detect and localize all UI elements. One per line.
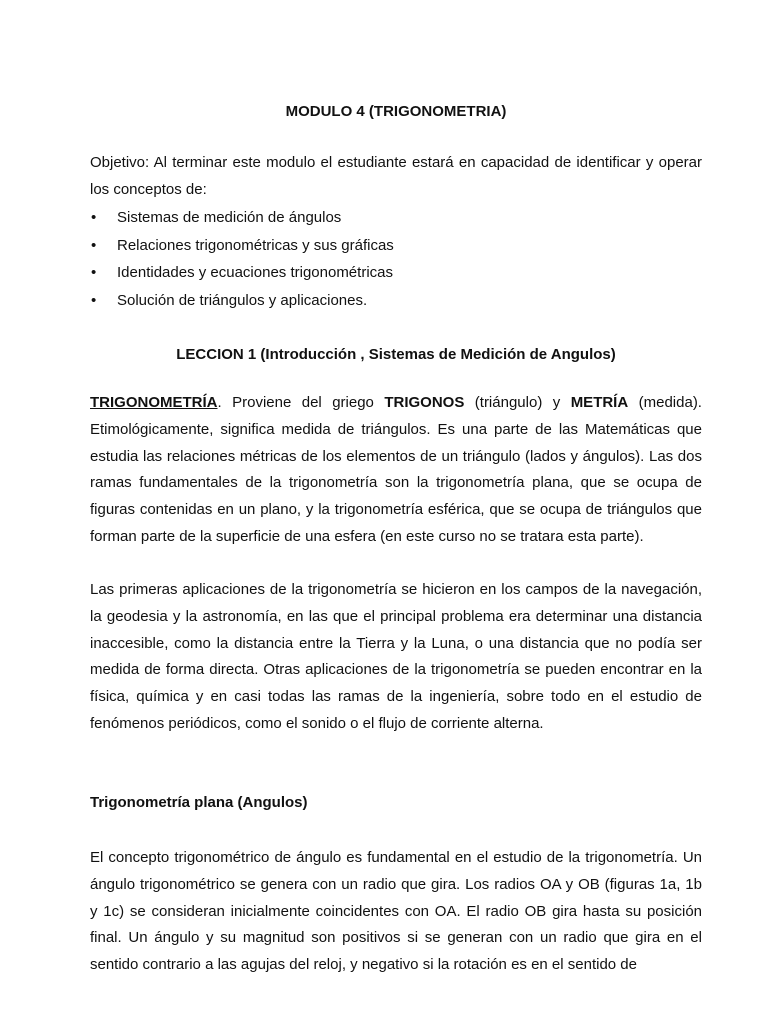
document-page [90, 0, 702, 1024]
list-item [90, 204, 702, 232]
bullet-icon: • [91, 264, 97, 281]
bullet-icon: • [91, 291, 97, 309]
list-item-text: Solución de triángulos y aplicaciones. [117, 291, 368, 309]
objective-paragraph: Objetivo: Al terminar este modulo el estudiante estará en capacidad de identificar y operar los conceptos de: [90, 154, 702, 198]
list-item [90, 287, 702, 315]
bullet-icon: • [91, 209, 97, 226]
applications-paragraph: Las primeras aplicaciones de la trigonometría se hicieron en los campos de la navegación, la geodesia y la astronomía, en las que el principal problema era determinar una distancia inaccesible, como la distancia entre la Tierra y la Luna, o una distancia que no podía ser medida de forma directa. Otras aplicaciones de la trigonometría se pueden encontrar en la física, química y en casi todas las ramas de la ingeniería, sobre todo en el estudio de fenómenos periódicos, como el sonido o el flujo de corriente alterna. [90, 581, 702, 732]
section-title: Trigonometría plana (Angulos) [90, 794, 308, 811]
list-item-text: Relaciones trigonométricas y sus gráficas [117, 236, 394, 254]
lesson-title: LECCION 1 (Introducción , Sistemas de Medición de Angulos) [176, 346, 616, 363]
definition-text-3: (medida). Etimológicamente, significa medida de triángulos. Es una parte de las Matemáticas que estudia las relaciones métricas de los elementos de un triángulo (lados y ángulos). Las dos ramas fundamentales de la trigonometría son la trigonometría plana, que se ocupa de figuras contenidas en un plano, y la trigonometría esférica, que se ocupa de triángulos que forman parte de la superficie de una esfera (en este curso no se tratara esta parte). [90, 394, 702, 545]
list-item [90, 232, 702, 260]
term-trigonometria: TRIGONOMETRÍA [90, 394, 218, 411]
bullet-icon: • [91, 236, 97, 254]
list-item [90, 259, 702, 287]
list-item-text: Sistemas de medición de ángulos [117, 209, 342, 226]
angle-concept-paragraph: El concepto trigonométrico de ángulo es fundamental en el estudio de la trigonometría. Un ángulo trigonométrico se genera con un radio que gira. Los radios OA y OB (figuras 1a, 1b y 1c) se consideran inicialmente coincidentes con OA. El radio OB gira hasta su posición final. Un ángulo y su magnitud son positivos si se generan con un radio que gira en el sentido contrario a las agujas del reloj, y negativo si la rotación es en el sentido de [90, 849, 702, 974]
definition-text-2: (triángulo) y [464, 394, 571, 411]
term-trigonos: TRIGONOS [384, 394, 465, 411]
module-title: MODULO 4 (TRIGONOMETRIA) [285, 103, 507, 120]
objectives-list [90, 204, 702, 314]
list-item-text: Identidades y ecuaciones trigonométricas [117, 264, 393, 281]
definition-text-1: . Proviene del griego [217, 394, 385, 411]
term-metria: METRÍA [570, 394, 629, 411]
definition-paragraph [90, 390, 702, 551]
